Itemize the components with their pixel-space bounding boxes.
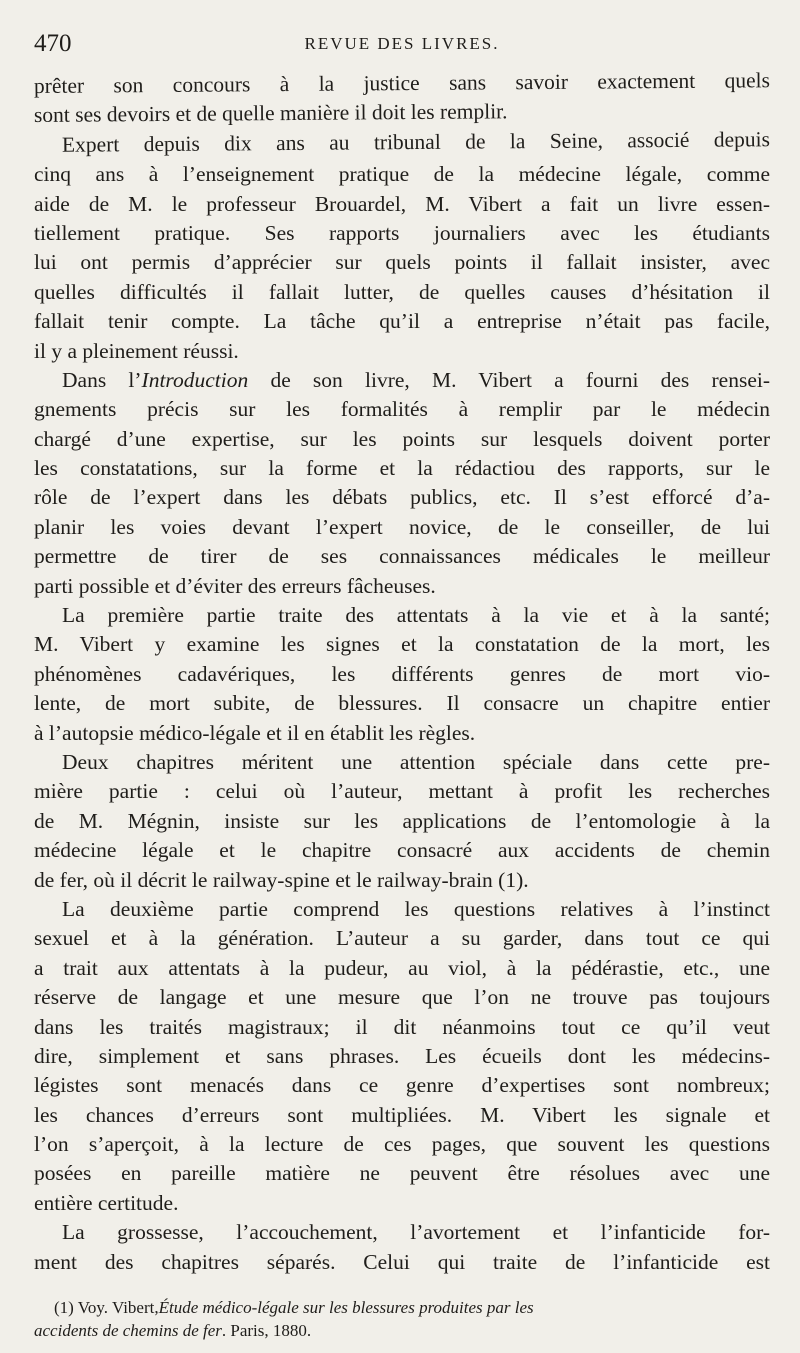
- text-line: phénomènes cadavériques, les différents genres de mort vio-: [34, 661, 770, 686]
- text-line: dire, simplement et sans phrases. Les écueils dont les médecins-: [34, 1043, 770, 1068]
- text-line: parti possible et d’éviter des erreurs fâcheuses.: [34, 573, 436, 598]
- footnote-line: [34, 1296, 770, 1319]
- text-line: rôle de l’expert dans les débats publics, etc. Il s’est efforcé d’a-: [34, 485, 770, 510]
- text-line: il y a pleinement réussi.: [34, 338, 239, 363]
- text-line: fallait tenir compte. La tâche qu’il a entreprise n’était pas facile,: [34, 309, 770, 334]
- text-line: à l’autopsie médico-légale et il en établit les règles.: [34, 720, 476, 745]
- text-line: planir les voies devant l’expert novice, de le conseiller, de lui: [34, 514, 770, 539]
- text-line: de fer, où il décrit le railway-spine et le railway-brain (1).: [34, 867, 529, 892]
- text-line: lente, de mort subite, de blessures. Il consacre un chapitre entier: [34, 691, 770, 716]
- footnote-title: Étude médico-légale sur les blessures produites par les: [158, 1298, 534, 1317]
- text-line: quelles difficultés il fallait lutter, de quelles causes d’hésitation il: [34, 279, 770, 304]
- text-line: La première partie traite des attentats à la vie et à la santé;: [62, 603, 770, 628]
- text-line: posées en pareille matière ne peuvent être résolues avec une: [34, 1161, 770, 1186]
- body-text: [33, 68, 771, 1277]
- text-line: dans les traités magistraux; il dit néanmoins tout ce qu’il veut: [34, 1014, 770, 1039]
- text-line: l’on s’aperçoit, à la lecture de ces pages, que souvent les questions: [34, 1132, 770, 1157]
- text-line: gnements précis sur les formalités à remplir par le médecin: [34, 397, 770, 422]
- text-line: permettre de tirer de ses connaissances médicales le meilleur: [34, 544, 770, 569]
- text-line: Deux chapitres méritent une attention spéciale dans cette pre-: [62, 749, 770, 774]
- text-line: tiellement pratique. Ses rapports journaliers avec les étudiants: [34, 220, 770, 245]
- text-line: mière partie : celui où l’auteur, mettant à profit les recherches: [34, 779, 770, 804]
- text-line: les constatations, sur la forme et la rédactiou des rapports, sur le: [34, 456, 770, 481]
- text-line: aide de M. le professeur Brouardel, M. Vibert a fait un livre essen-: [34, 191, 770, 216]
- text-line: lui ont permis d’apprécier sur quels points il fallait insister, avec: [34, 250, 770, 275]
- running-title: REVUE DES LIVRES.: [304, 34, 500, 53]
- text-line: les chances d’erreurs sont multipliées. M. Vibert les signale et: [34, 1102, 770, 1127]
- text-line: La deuxième partie comprend les questions relatives à l’instinct: [62, 896, 770, 921]
- text-line: Dans l’Introduction de son livre, M. Vibert a fourni des rensei-: [62, 367, 770, 392]
- text-line: a trait aux attentats à la pudeur, au viol, à la pédérastie, etc., une: [34, 955, 770, 980]
- footnote-marker: (1) Voy. Vibert,: [54, 1298, 159, 1317]
- text-line: sexuel et à la génération. L’auteur a su garder, dans tout ce qui: [34, 926, 770, 951]
- page-header: [34, 30, 770, 64]
- text-line: prêter son concours à la justice sans savoir exactement quels: [33, 68, 771, 98]
- text-line: entière certitude.: [34, 1190, 179, 1215]
- footnote-title-cont: accidents de chemins de fer: [34, 1321, 222, 1340]
- text-line: sont ses devoirs et de quelle manière il doit les remplir.: [33, 99, 508, 128]
- footnote-tail: . Paris, 1880.: [221, 1321, 312, 1340]
- text-line: cinq ans à l’enseignement pratique de la médecine légale, comme: [34, 162, 770, 187]
- text-line: Expert depuis dix ans au tribunal de la Seine, associé depuis: [61, 127, 771, 157]
- text-line: légistes sont menacés dans ce genre d’expertises sont nombreux;: [34, 1073, 770, 1098]
- text-line: ment des chapitres séparés. Celui qui traite de l’infanticide est: [34, 1249, 770, 1274]
- text-line: M. Vibert y examine les signes et la constatation de la mort, les: [34, 632, 770, 657]
- page-number: 470: [34, 30, 72, 57]
- text-line: chargé d’une expertise, sur les points sur lesquels doivent porter: [34, 426, 770, 451]
- text-line: médecine légale et le chapitre consacré aux accidents de chemin: [34, 838, 770, 863]
- text-line: La grossesse, l’accouchement, l’avortement et l’infanticide for-: [62, 1220, 770, 1245]
- footnote: [34, 1296, 770, 1342]
- text-line: réserve de langage et une mesure que l’on ne trouve pas toujours: [34, 985, 770, 1010]
- footnote-line: [34, 1319, 770, 1342]
- italic-term: Introduction: [141, 367, 249, 392]
- text-line: de M. Mégnin, insiste sur les applications de l’entomologie à la: [34, 808, 770, 833]
